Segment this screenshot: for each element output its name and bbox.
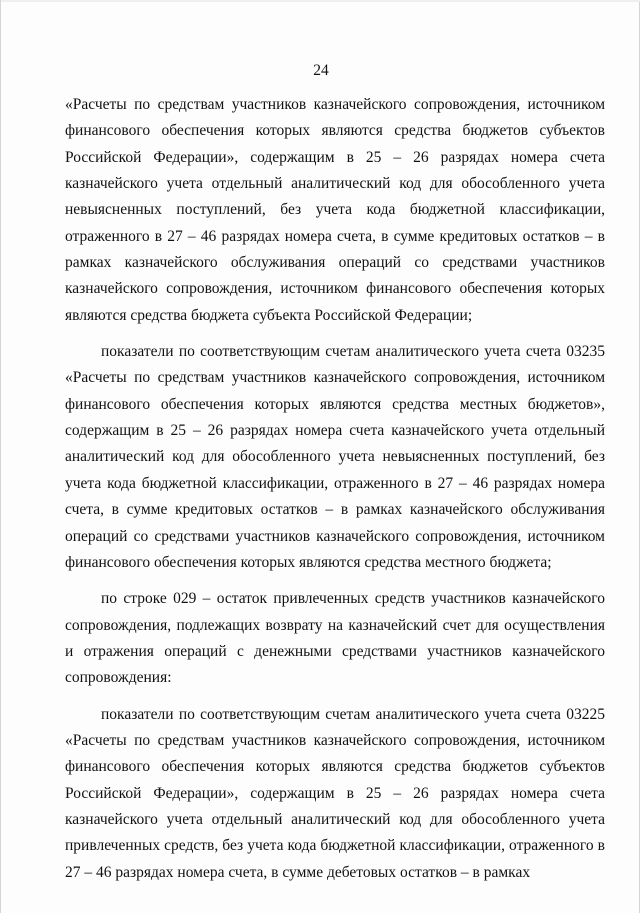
document-body xyxy=(65,92,605,886)
paragraph-line-029: по строке 029 – остаток привлеченных средств участников казначейского сопровождения, подлежащих возврату на казначейский счет для осуществления и отражения операций с денежными средствами участников казначейского сопровождения: xyxy=(65,590,605,687)
paragraph-continuation: «Расчеты по средствам участников казначейского сопровождения, источником финансового обеспечения которых являются средства бюджетов субъектов Российской Федерации», содержащим в 25 – 26 разрядах номера счета казначейского учета отдельный аналитический код для обособленного учета невыясненных поступлений, без учета кода бюджетной классификации, отраженного в 27 – 46 разрядах номера счета, в сумме кредитовых остатков – в рамках казначейского обслуживания операций со средствами участников казначейского сопровождения, источником финансового обеспечения которых являются средства бюджета субъекта Российской Федерации; xyxy=(65,96,605,324)
paragraph-account-03235: показатели по соответствующим счетам аналитического учета счета 03235 «Расчеты по средствам участников казначейского сопровождения, источником финансового обеспечения которых являются средства местных бюджетов», содержащим в 25 – 26 разрядах номера счета казначейского учета отдельный аналитический код для обособленного учета невыясненных поступлений, без учета кода бюджетной классификации, отраженного в 27 – 46 разрядах номера счета, в сумме кредитовых остатков – в рамках казначейского обслуживания операций со средствами участников казначейского сопровождения, источником финансового обеспечения которых являются средства местного бюджета; xyxy=(65,343,605,571)
scan-edge xyxy=(1,0,640,2)
paragraph-account-03225: показатели по соответствующим счетам аналитического учета счета 03225 «Расчеты по средствам участников казначейского сопровождения, источником финансового обеспечения которых являются средства бюджетов субъектов Российской Федерации», содержащим в 25 – 26 разрядах номера счета казначейского учета отдельный аналитический код для обособленного учета привлеченных средств, без учета кода бюджетной классификации, отраженного в 27 – 46 разрядах номера счета, в сумме дебетовых остатков – в рамках xyxy=(65,705,605,881)
page-number: 24 xyxy=(313,62,329,79)
